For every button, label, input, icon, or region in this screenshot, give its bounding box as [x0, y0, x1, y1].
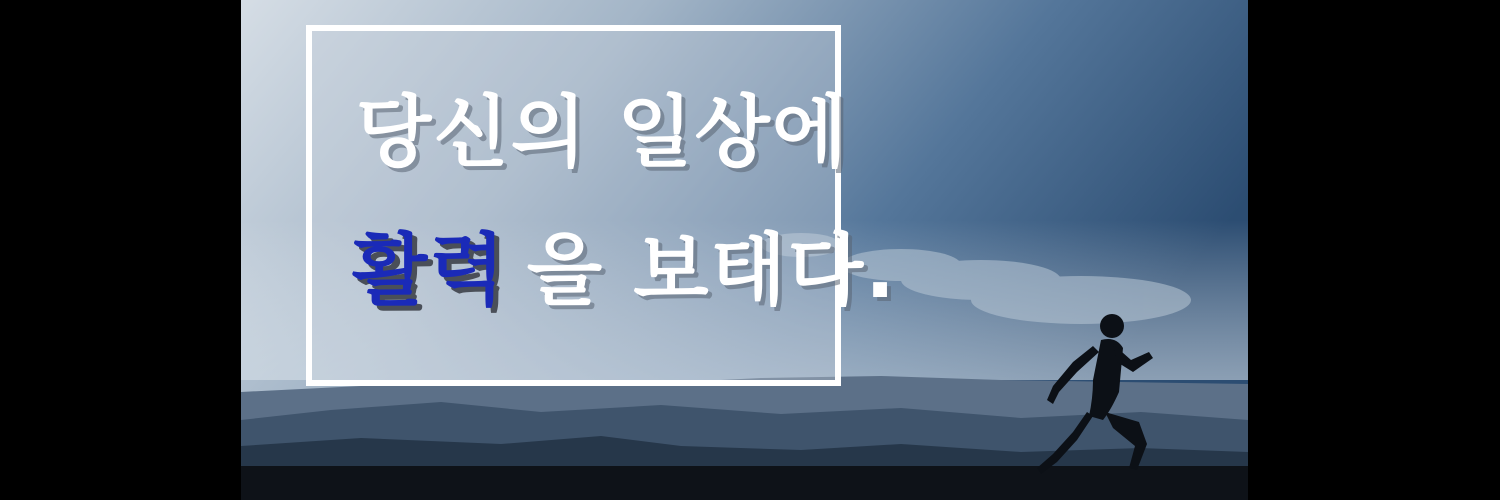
headline-box — [306, 25, 897, 386]
headline-line-1: 당신의 일상에 — [356, 88, 850, 178]
headline-accent-word: 활력 — [352, 226, 507, 316]
ground — [241, 466, 1248, 500]
headline-line-2-rest: 을 보태다. — [526, 226, 897, 316]
headline-line-2 — [352, 221, 897, 321]
